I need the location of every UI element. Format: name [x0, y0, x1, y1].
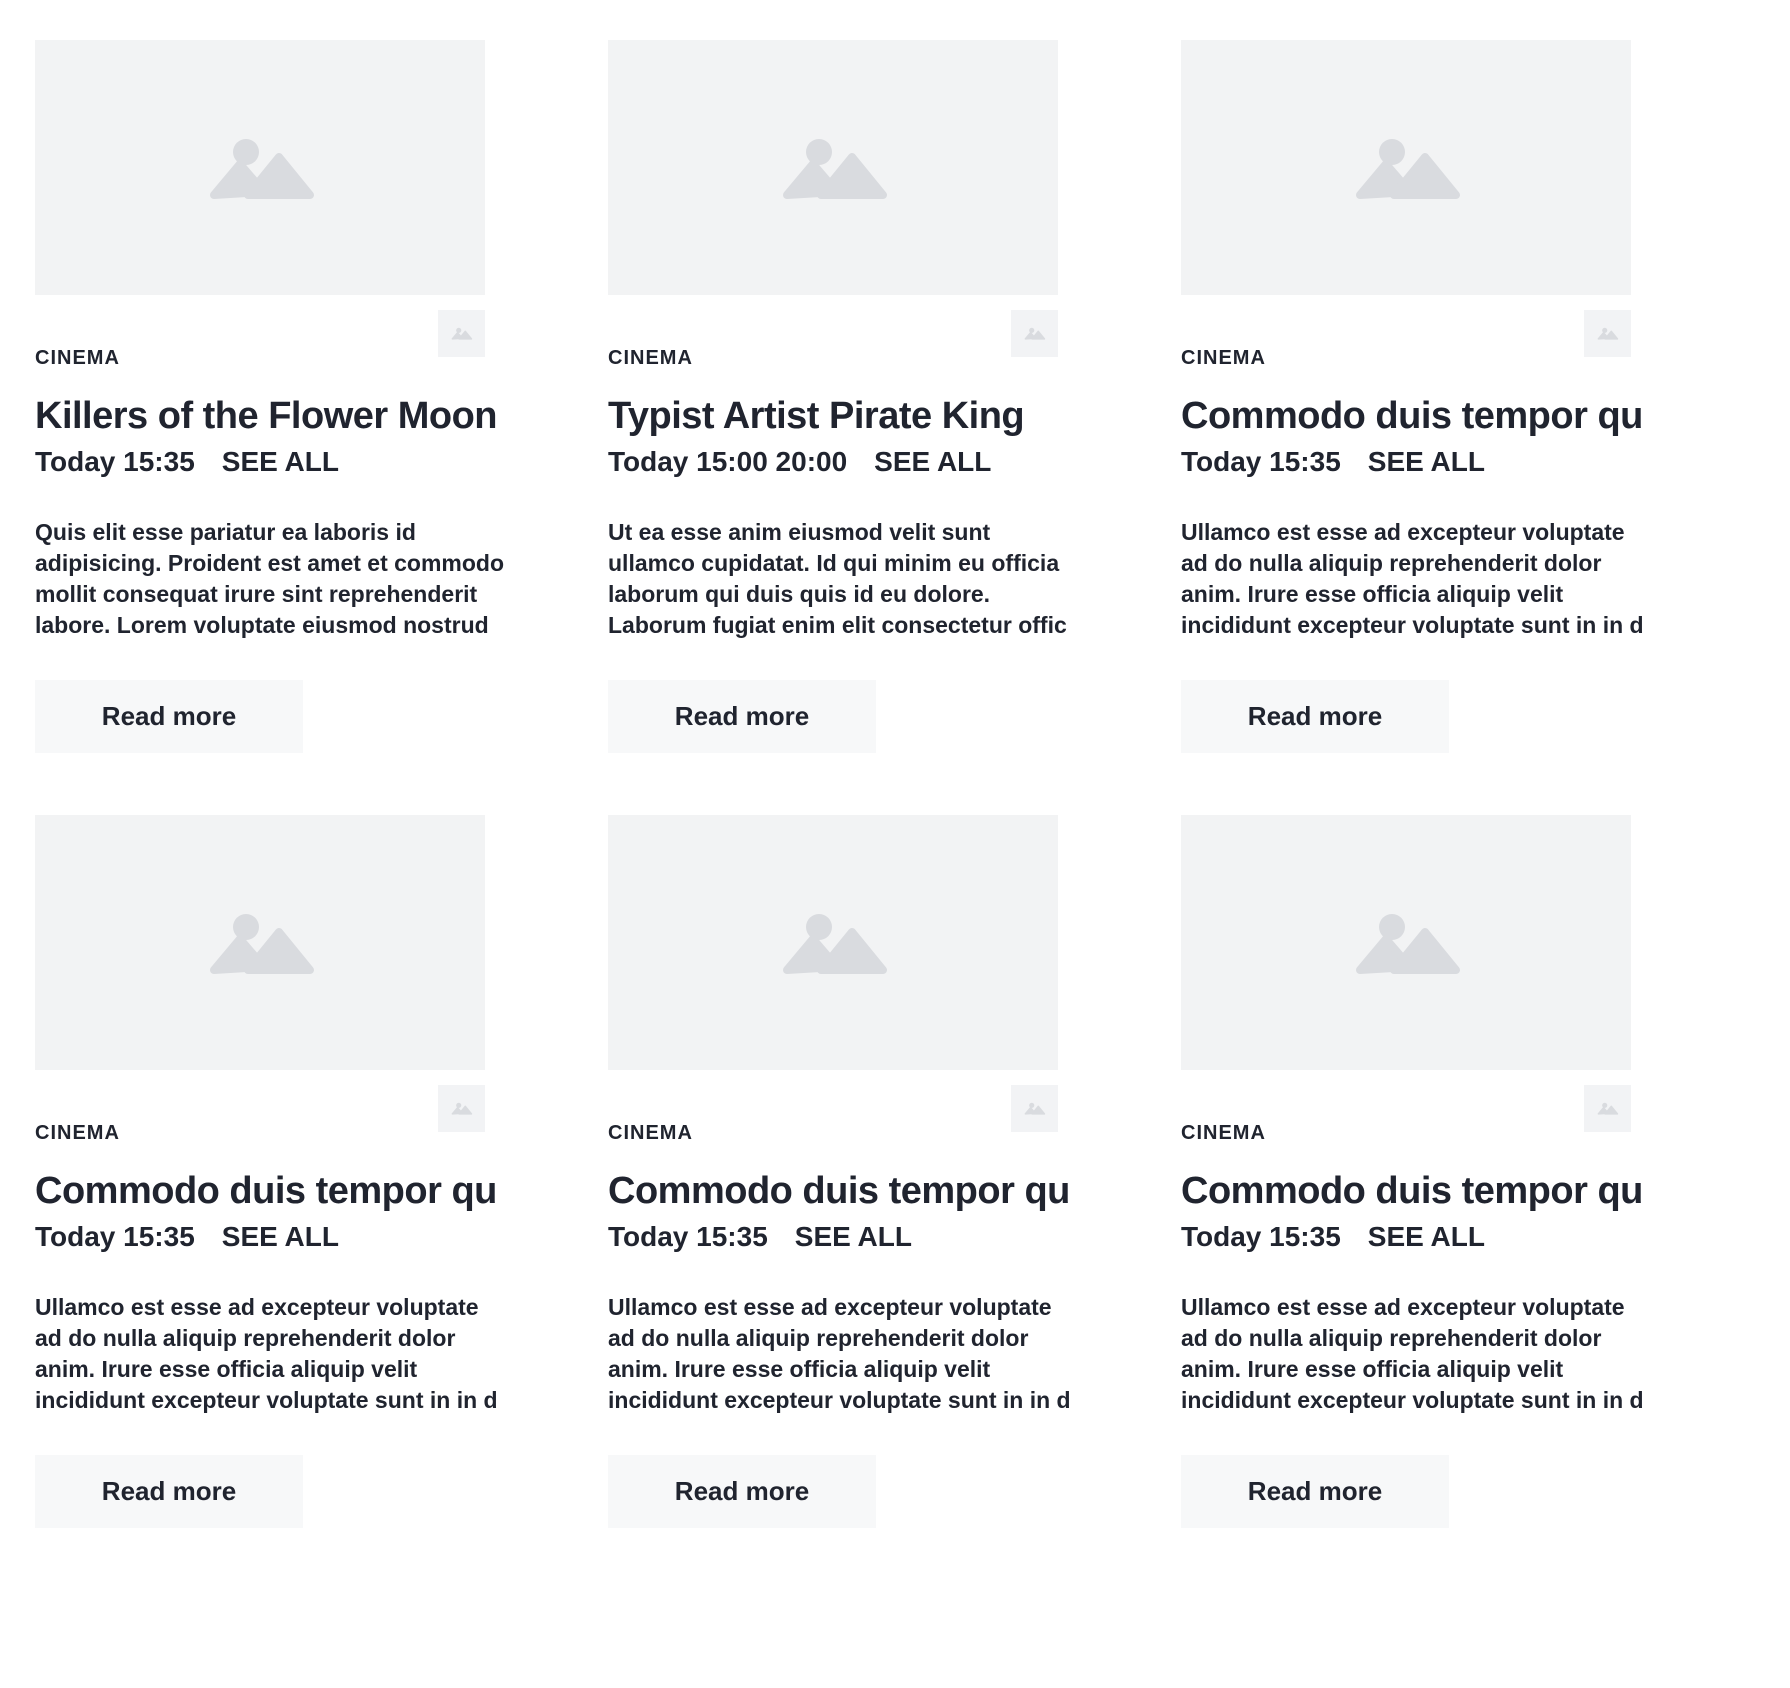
image-placeholder-icon [1348, 911, 1464, 975]
see-all-link[interactable]: SEE ALL [1367, 1221, 1485, 1252]
schedule-time: Today 15:35 [608, 1221, 768, 1252]
event-description [608, 517, 1067, 641]
image-thumbnail-badge [438, 1085, 485, 1132]
event-title: Commodo duis tempor qu [1181, 395, 1643, 437]
category-label: CINEMA [608, 347, 693, 369]
image-badge-icon [1023, 327, 1046, 340]
description-line: anim. Irure esse officia aliquip velit [35, 1356, 418, 1382]
read-more-button[interactable]: Read more [608, 1455, 876, 1528]
event-card [1181, 815, 1644, 1528]
image-badge-icon [450, 327, 473, 340]
description-line: Ullamco est esse ad excepteur voluptate [608, 1294, 1052, 1320]
description-line: Ullamco est esse ad excepteur voluptate [1181, 519, 1625, 545]
description-line: laborum qui duis quis id eu dolore. [608, 581, 991, 607]
image-thumbnail-badge [1011, 310, 1058, 357]
description-line: anim. Irure esse officia aliquip velit [608, 1356, 991, 1382]
schedule-time: Today 15:35 [35, 1221, 195, 1252]
event-description [608, 1292, 1071, 1416]
events-grid [35, 40, 1644, 1528]
schedule-time: Today 15:35 [1181, 1221, 1341, 1252]
description-line: Quis elit esse pariatur ea laboris id [35, 519, 416, 545]
category-label: CINEMA [35, 1122, 120, 1144]
description-line: ad do nulla aliquip reprehenderit dolor [1181, 1325, 1602, 1351]
event-card [608, 40, 1067, 753]
schedule-row [35, 445, 485, 479]
schedule-time: Today 15:35 [1181, 446, 1341, 477]
description-line: anim. Irure esse officia aliquip velit [1181, 581, 1564, 607]
event-title: Typist Artist Pirate King [608, 395, 1025, 437]
description-line: Ullamco est esse ad excepteur voluptate [35, 1294, 479, 1320]
read-more-button[interactable]: Read more [35, 1455, 303, 1528]
image-placeholder-icon [202, 136, 318, 200]
image-thumbnail-badge [1584, 1085, 1631, 1132]
schedule-time: Today 15:00 20:00 [608, 446, 848, 477]
see-all-link[interactable]: SEE ALL [874, 446, 992, 477]
image-placeholder-icon [1348, 136, 1464, 200]
description-line: ullamco cupidatat. Id qui minim eu officia [608, 550, 1060, 576]
event-title: Commodo duis tempor qu [608, 1170, 1070, 1212]
read-more-button[interactable]: Read more [608, 680, 876, 753]
image-thumbnail-badge [438, 310, 485, 357]
event-image-placeholder [35, 815, 485, 1070]
schedule-time: Today 15:35 [35, 446, 195, 477]
schedule-row [608, 445, 1058, 479]
schedule-row [1181, 445, 1631, 479]
description-line: Laborum fugiat enim elit consectetur offic [608, 612, 1067, 638]
read-more-button[interactable]: Read more [1181, 1455, 1449, 1528]
event-card [35, 40, 505, 753]
read-more-button[interactable]: Read more [1181, 680, 1449, 753]
category-label: CINEMA [35, 347, 120, 369]
image-placeholder-icon [775, 136, 891, 200]
event-image-placeholder [608, 815, 1058, 1070]
image-badge-icon [1596, 327, 1619, 340]
image-placeholder-icon [775, 911, 891, 975]
schedule-row [608, 1220, 1058, 1254]
image-placeholder-icon [202, 911, 318, 975]
event-description [35, 1292, 498, 1416]
category-label: CINEMA [608, 1122, 693, 1144]
description-line: Ut ea esse anim eiusmod velit sunt [608, 519, 991, 545]
image-thumbnail-badge [1584, 310, 1631, 357]
description-line: ad do nulla aliquip reprehenderit dolor [608, 1325, 1029, 1351]
description-line: Ullamco est esse ad excepteur voluptate [1181, 1294, 1625, 1320]
category-label: CINEMA [1181, 347, 1266, 369]
description-line: labore. Lorem voluptate eiusmod nostrud [35, 612, 489, 638]
event-image-placeholder [1181, 815, 1631, 1070]
event-card [608, 815, 1071, 1528]
description-line: mollit consequat irure sint reprehenderit [35, 581, 478, 607]
event-title: Commodo duis tempor qu [35, 1170, 497, 1212]
event-card [35, 815, 498, 1528]
see-all-link[interactable]: SEE ALL [1367, 446, 1485, 477]
image-badge-icon [450, 1102, 473, 1115]
event-title: Commodo duis tempor qu [1181, 1170, 1643, 1212]
description-line: anim. Irure esse officia aliquip velit [1181, 1356, 1564, 1382]
image-thumbnail-badge [1011, 1085, 1058, 1132]
event-description [35, 517, 505, 641]
event-description [1181, 517, 1644, 641]
see-all-link[interactable]: SEE ALL [221, 446, 339, 477]
event-card [1181, 40, 1644, 753]
description-line: ad do nulla aliquip reprehenderit dolor [1181, 550, 1602, 576]
description-line: incididunt excepteur voluptate sunt in in d [1181, 612, 1644, 638]
event-title: Killers of the Flower Moon [35, 395, 498, 437]
schedule-row [1181, 1220, 1631, 1254]
description-line: ad do nulla aliquip reprehenderit dolor [35, 1325, 456, 1351]
description-line: incididunt excepteur voluptate sunt in in d [608, 1387, 1071, 1413]
description-line: incididunt excepteur voluptate sunt in in d [1181, 1387, 1644, 1413]
event-image-placeholder [608, 40, 1058, 295]
description-line: incididunt excepteur voluptate sunt in in d [35, 1387, 498, 1413]
read-more-button[interactable]: Read more [35, 680, 303, 753]
see-all-link[interactable]: SEE ALL [794, 1221, 912, 1252]
image-badge-icon [1023, 1102, 1046, 1115]
event-image-placeholder [35, 40, 485, 295]
description-line: adipisicing. Proident est amet et commodo [35, 550, 505, 576]
category-label: CINEMA [1181, 1122, 1266, 1144]
event-description [1181, 1292, 1644, 1416]
see-all-link[interactable]: SEE ALL [221, 1221, 339, 1252]
schedule-row [35, 1220, 485, 1254]
image-badge-icon [1596, 1102, 1619, 1115]
event-image-placeholder [1181, 40, 1631, 295]
